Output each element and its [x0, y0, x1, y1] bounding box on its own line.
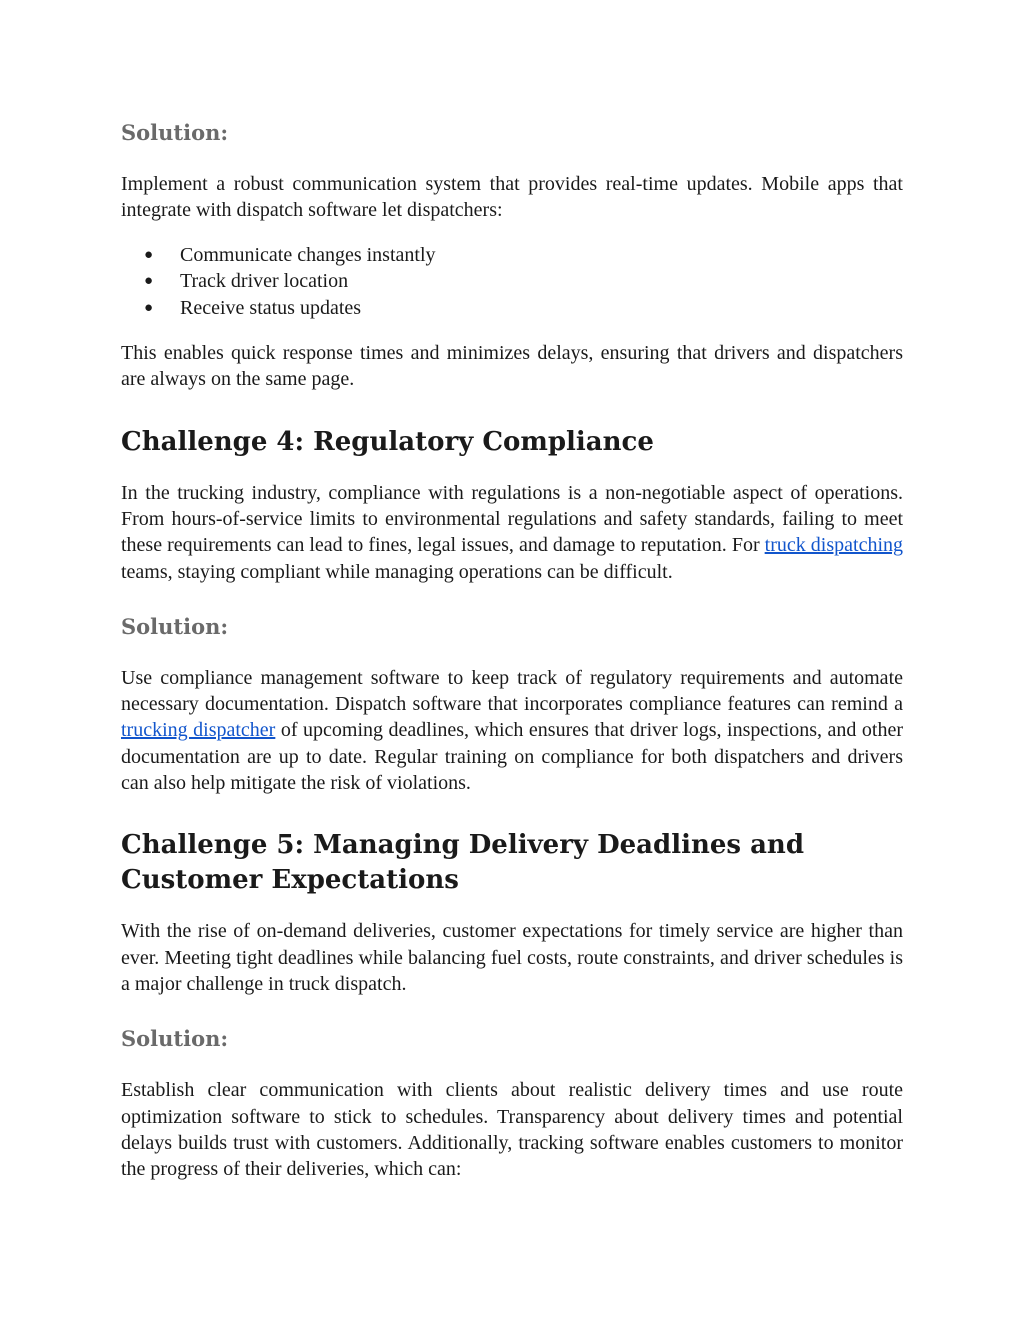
solution-heading: Solution: [121, 1026, 229, 1052]
truck-dispatching-link[interactable]: truck dispatching [764, 534, 903, 557]
challenge-5-paragraph: With the rise of on-demand deliveries, customer expectations for timely service are higher than ever. Meeting tight deadlines while balancing fuel costs, route constraints, and driver schedules is a major challenge in truck dispatch. [121, 920, 903, 995]
challenge-5-solution-paragraph: Establish clear communication with clients about realistic delivery times and use route optimization software to stick to schedules. Transparency about delivery times and potential delays builds trust with customers. Additionally, tracking software enables customers to monitor the progress of their deliveries, which can: [121, 1079, 903, 1181]
list-item-text: Track driver location [180, 270, 349, 293]
paragraph-text: of upcoming deadlines, which ensures that driver logs, inspections, and other documentation are up to date. Regular training on compliance for both dispatchers and drivers can also help mitigate the risk of violations. [121, 719, 903, 795]
challenge-4-paragraph [121, 480, 903, 585]
document-page [121, 118, 903, 1182]
paragraph-text: Use compliance management software to keep track of regulatory requirements and automate necessary documentation. Dispatch software that incorporates compliance features can remind a [121, 666, 903, 716]
solution-bullet-list [121, 242, 903, 322]
solution-closing-paragraph: This enables quick response times and minimizes delays, ensuring that drivers and dispatchers are always on the same page. [121, 342, 903, 391]
bullet-icon: ● [144, 246, 154, 263]
solution-heading: Solution: [121, 613, 229, 639]
paragraph-text: In the trucking industry, compliance with regulations is a non-negotiable aspect of operations. From hours-of-service limits to environmental regulations and safety standards, failing to meet these requirements can lead to fines, legal issues, and damage to reputation. For [121, 481, 903, 557]
challenge-4-heading: Challenge 4: Regulatory Compliance [121, 426, 654, 457]
challenge-5-heading: Challenge 5: Managing Delivery Deadlines and Customer Expectations [121, 830, 805, 896]
list-item-text: Communicate changes instantly [180, 243, 436, 266]
bullet-icon: ● [144, 273, 154, 290]
trucking-dispatcher-link[interactable]: trucking dispatcher [121, 719, 276, 742]
list-item [121, 242, 903, 269]
solution-heading: Solution: [121, 120, 229, 145]
solution-intro-paragraph: Implement a robust communication system that provides real-time updates. Mobile apps that integrate with dispatch software let dispatchers: [121, 173, 903, 222]
paragraph-text: teams, staying compliant while managing operations can be difficult. [121, 560, 673, 583]
list-item [121, 295, 903, 322]
bullet-icon: ● [144, 299, 154, 316]
list-item [121, 268, 903, 295]
challenge-4-solution-paragraph [121, 665, 903, 796]
list-item-text: Receive status updates [180, 296, 362, 319]
